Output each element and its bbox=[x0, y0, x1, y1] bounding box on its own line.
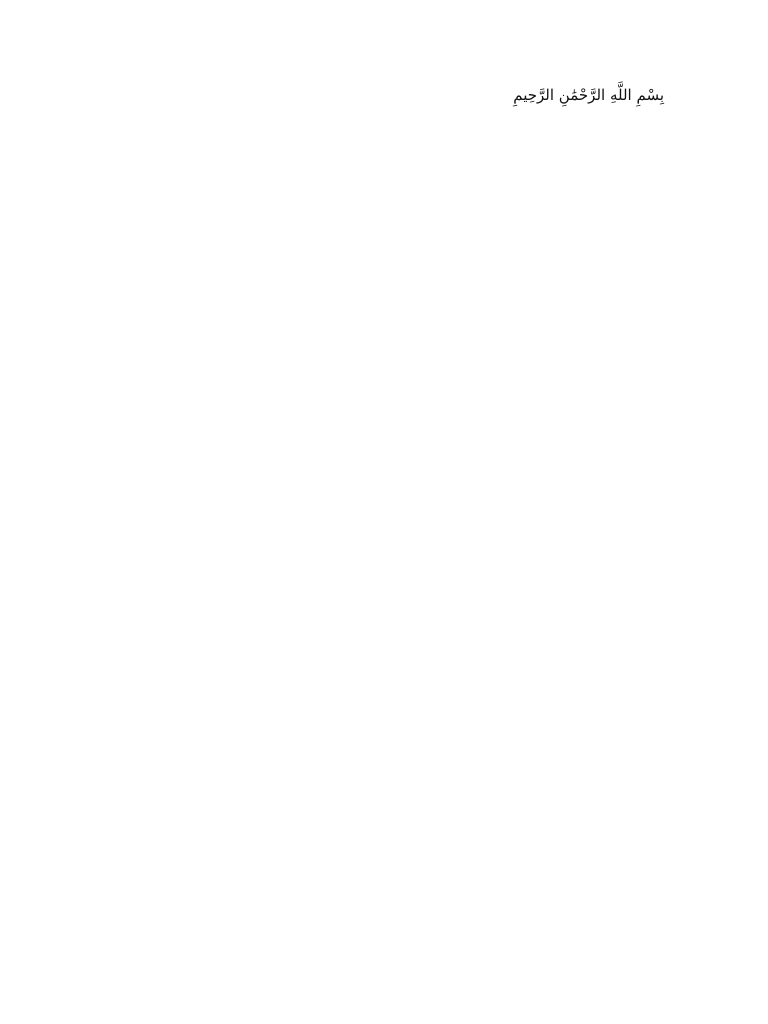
basmala-heading: بِسْمِ اللَّهِ الرَّحْمَٰنِ الرَّحِيمِ bbox=[513, 86, 664, 104]
document-body bbox=[104, 112, 664, 992]
